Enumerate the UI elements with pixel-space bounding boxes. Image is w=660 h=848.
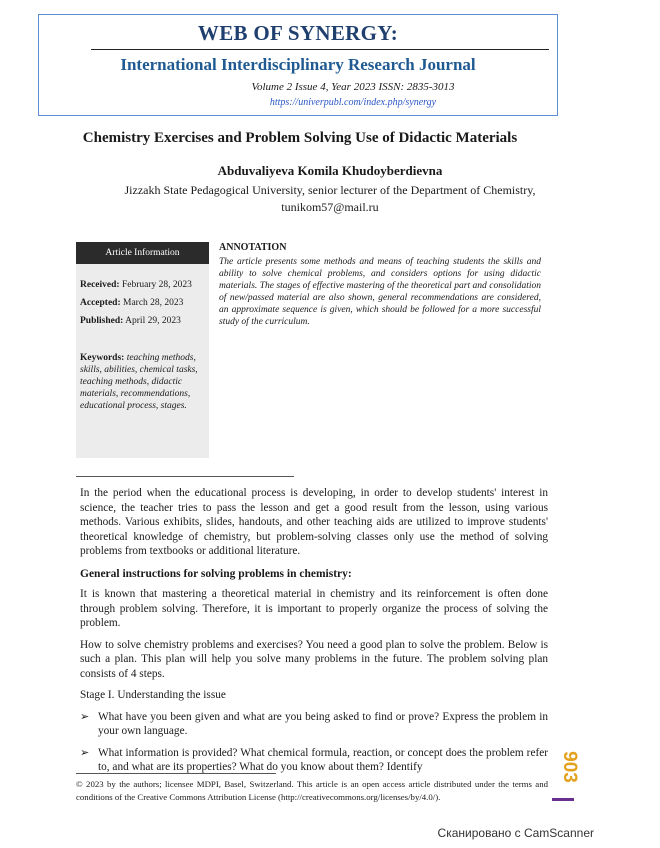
accepted-label: Accepted: (80, 298, 121, 308)
body-paragraph: In the period when the educational process is developing, in order to develop students' interest in science, the teacher tries to pass the lesson and get a good result from the lesson, using various methods. Various exhibits, slides, handouts, and other teaching aids are utilized to improve students' theoretical knowledge of chemistry, but problem-solving classes only use the method of solving problems from textbooks or additional literature. (80, 487, 548, 557)
keywords-list: teaching methods, skills, abilities, chemical tasks, teaching methods, didactic materials, recommendations, educational process, stages. (80, 353, 198, 411)
received-date: February 28, 2023 (121, 280, 192, 290)
scanner-watermark: Сканировано с CamScanner (437, 826, 594, 840)
footer-divider (76, 773, 276, 774)
paper-title: Chemistry Exercises and Problem Solving Use of Didactic Materials (82, 130, 518, 146)
accepted-row (80, 297, 209, 310)
published-date: April 29, 2023 (125, 316, 181, 326)
author-email: tunikom57@mail.ru (281, 200, 379, 214)
published-row (80, 315, 209, 328)
received-label: Received: (80, 280, 120, 290)
published-label: Published: (80, 316, 124, 326)
journal-subtitle: International Interdisciplinary Research Journal (120, 55, 476, 74)
journal-url-link[interactable]: https://univerpubl.com/index.php/synergy (269, 97, 437, 108)
bullet-item (80, 710, 548, 739)
article-info-panel (76, 242, 209, 458)
section-heading: General instructions for solving problems in chemistry: (80, 567, 352, 580)
journal-meta: Volume 2 Issue 4, Year 2023 ISSN: 2835-3013 (251, 81, 455, 93)
license-footer: © 2023 by the authors; licensee MDPI, Basel, Switzerland. This article is an open access article distributed under the terms and conditions of the Creative Commons Attribution License (http://creativecommons.org/licenses/by/4.0/). (76, 779, 548, 802)
annotation-text: The article presents some methods and means of teaching students the skills and ability to solve chemical problems, and considers options for using didactic materials. The stages of effective mastering of the theoretical part and consolidation of new/passed material are also shown, general recommendations are considered, an approximate sequence is given, which should be followed for a more successful study of the curriculum. (219, 257, 541, 327)
journal-header (38, 14, 558, 116)
bullet-text: What information is provided? What chemical formula, reaction, or concept does the problem refer to, and what are its properties? What do you know about them? Identify (98, 746, 548, 773)
stage-label: Stage I. Understanding the issue (80, 689, 226, 701)
article-body (80, 486, 548, 782)
page-number: 903 (558, 751, 580, 783)
author-name: Abduvaliyeva Komila Khudoyberdievna (217, 163, 443, 178)
bullet-item (80, 746, 548, 775)
keywords (80, 352, 205, 412)
arrow-bullet-icon: ➢ (80, 710, 90, 723)
header-divider (91, 49, 549, 50)
arrow-bullet-icon: ➢ (80, 746, 90, 759)
author-affiliation (0, 182, 660, 216)
section-divider (76, 476, 294, 477)
annotation-heading: ANNOTATION (219, 242, 287, 253)
journal-title: WEB OF SYNERGY: (197, 21, 399, 45)
article-info-heading: Article Information (76, 242, 209, 264)
body-paragraph: How to solve chemistry problems and exercises? You need a good plan to solve the problem. Below is such a plan. This plan will help you solve many problems in the future. The problem solving plan consists of 4 steps. (80, 638, 548, 680)
accepted-date: March 28, 2023 (123, 298, 184, 308)
keywords-label: Keywords: (80, 353, 125, 363)
received-row (80, 279, 209, 292)
bullet-text: What have you been given and what are you being asked to find or prove? Express the problem in your own language. (98, 710, 548, 737)
page-number-bar (552, 798, 574, 801)
body-paragraph: It is known that mastering a theoretical material in chemistry and its reinforcement is often done through problem solving. Therefore, it is important to properly organize the process of solving the problem. (80, 588, 548, 629)
affiliation-text: Jizzakh State Pedagogical University, senior lecturer of the Department of Chemistry, (124, 183, 536, 197)
